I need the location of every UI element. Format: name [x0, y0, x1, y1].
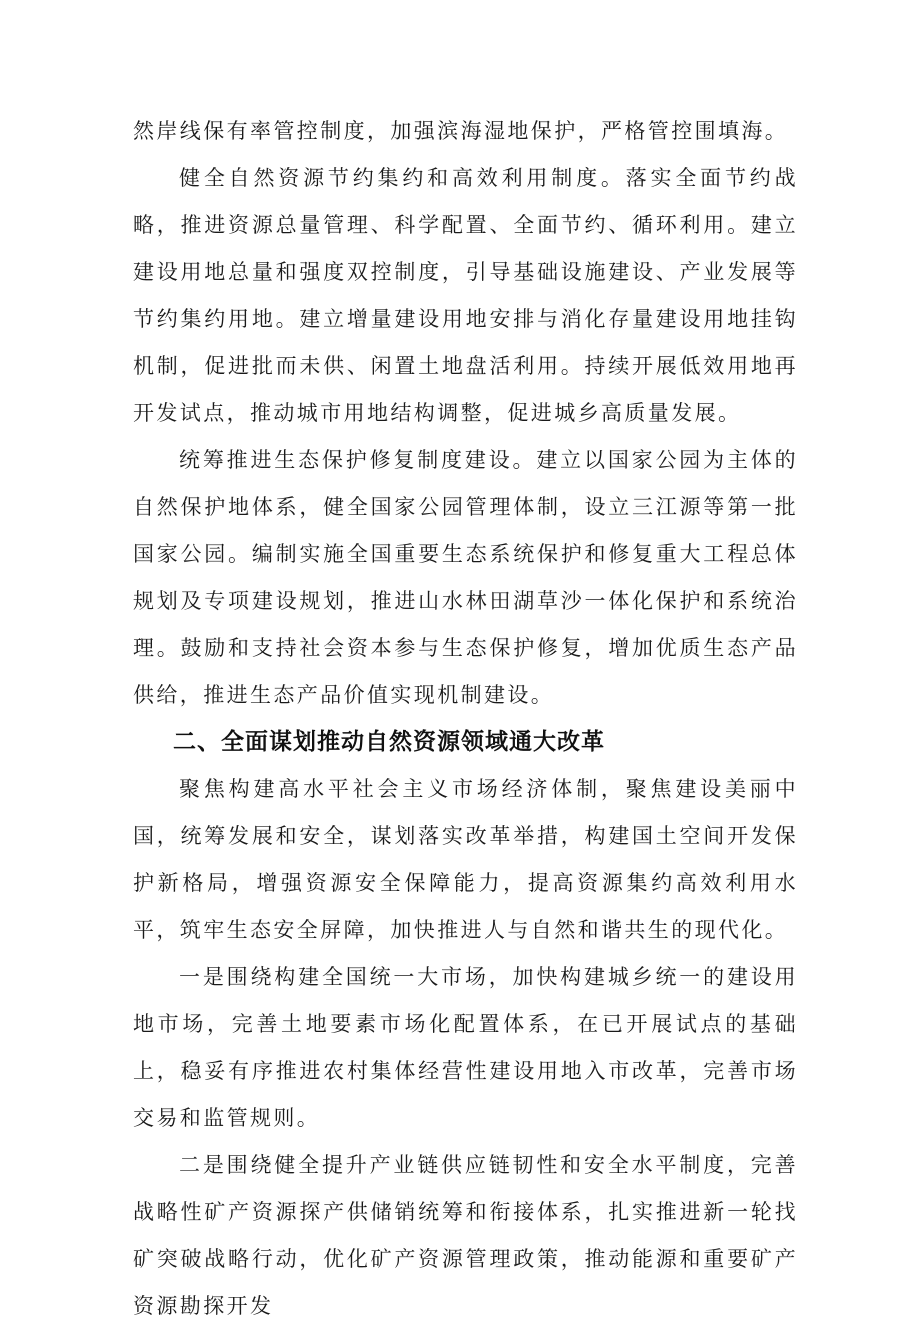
paragraph-supply-chain: 二是围绕健全提升产业链供应链韧性和安全水平制度，完善战略性矿产资源探产供储销统筹和衔接体系，扎实推进新一轮找矿突破战略行动，优化矿产资源管理政策，推动能源和重要矿产资源勘探开发	[133, 1153, 798, 1318]
paragraph-unified-market: 一是围绕构建全国统一大市场，加快构建城乡统一的建设用地市场，完善土地要素市场化配置体系，在已开展试点的基础上，稳妥有序推进农村集体经营性建设用地入市改革，完善市场交易和监管规则。	[133, 965, 798, 1130]
paragraph-resource-efficiency: 健全自然资源节约集约和高效利用制度。落实全面节约战略，推进资源总量管理、科学配置、全面节约、循环利用。建立建设用地总量和强度双控制度，引导基础设施建设、产业发展等节约集约用地。建立增量建设用地安排与消化存量建设用地挂钩机制，促进批而未供、闲置土地盘活利用。持续开展低效用地再开发试点，推动城市用地结构调整，促进城乡高质量发展。	[133, 166, 798, 425]
paragraph-reform-focus: 聚焦构建高水平社会主义市场经济体制，聚焦建设美丽中国，统筹发展和安全，谋划落实改革举措，构建国土空间开发保护新格局，增强资源安全保障能力，提高资源集约高效利用水平，筑牢生态安全屏障，加快推进人与自然和谐共生的现代化。	[133, 777, 798, 942]
document-body	[133, 108, 798, 1330]
paragraph-ecological-restoration: 统筹推进生态保护修复制度建设。建立以国家公园为主体的自然保护地体系，健全国家公园管理体制，设立三江源等第一批国家公园。编制实施全国重要生态系统保护和修复重大工程总体规划及专项建设规划，推进山水林田湖草沙一体化保护和系统治理。鼓励和支持社会资本参与生态保护修复，增加优质生态产品供给，推进生态产品价值实现机制建设。	[133, 448, 798, 707]
section-heading: 二、全面谋划推动自然资源领域通大改革	[173, 729, 605, 755]
paragraph-coastline-control: 然岸线保有率管控制度，加强滨海湿地保护，严格管控围填海。	[133, 119, 789, 143]
